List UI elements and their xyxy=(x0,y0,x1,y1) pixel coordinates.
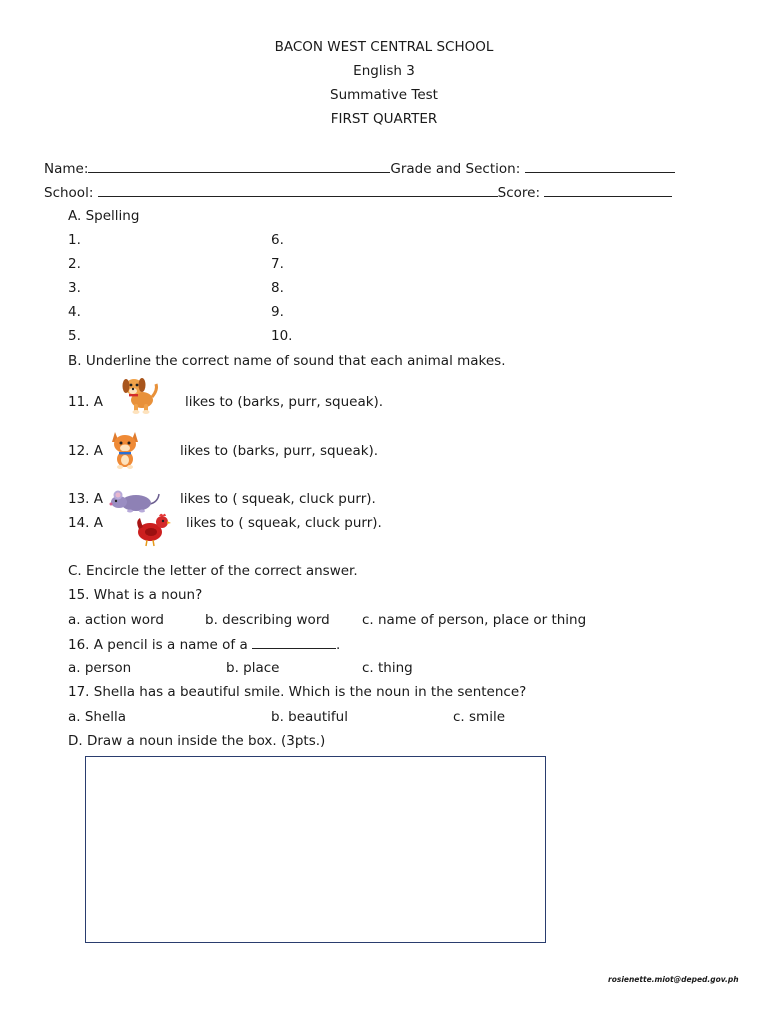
item-12-number: 12. A xyxy=(68,443,103,459)
hen-icon xyxy=(133,511,171,547)
spelling-item: 9. xyxy=(271,304,284,320)
q17-option-a: a. Shella xyxy=(68,709,127,725)
school-name: BACON WEST CENTRAL SCHOOL xyxy=(274,39,494,55)
spelling-item: 7. xyxy=(271,256,284,272)
q15-option-c: c. name of person, place or thing xyxy=(362,612,587,628)
score-blank xyxy=(544,184,672,197)
part-c-title: C. Encircle the letter of the correct answer. xyxy=(68,563,358,579)
spelling-item: 3. xyxy=(68,280,81,296)
school-blank xyxy=(98,184,498,197)
q17-option-c: c. smile xyxy=(453,709,505,725)
question-16 xyxy=(68,636,340,653)
item-11-number: 11. A xyxy=(68,394,103,410)
q16-option-b: b. place xyxy=(226,660,280,676)
name-line xyxy=(44,160,675,177)
grade-label: Grade and Section: xyxy=(390,161,521,177)
question-15: 15. What is a noun? xyxy=(68,587,203,603)
question-16-blank xyxy=(252,636,336,649)
test-title: Summative Test xyxy=(330,87,438,103)
school-label: School: xyxy=(44,185,94,201)
part-a-title: A. Spelling xyxy=(68,208,140,224)
q16-option-a: a. person xyxy=(68,660,132,676)
item-11-text: likes to (barks, purr, squeak). xyxy=(185,394,384,410)
spelling-item: 4. xyxy=(68,304,81,320)
spelling-item: 10. xyxy=(271,328,293,344)
dog-icon xyxy=(116,372,160,416)
name-blank xyxy=(88,160,390,173)
question-16-end: . xyxy=(336,637,341,653)
drawing-box[interactable] xyxy=(85,756,546,943)
name-label: Name: xyxy=(44,161,89,177)
question-16-text: 16. A pencil is a name of a xyxy=(68,637,248,653)
spelling-item: 2. xyxy=(68,256,81,272)
item-12-text: likes to (barks, purr, squeak). xyxy=(180,443,379,459)
spelling-item: 6. xyxy=(271,232,284,248)
subject-title: English 3 xyxy=(353,63,415,79)
q15-option-b: b. describing word xyxy=(205,612,330,628)
quarter-title: FIRST QUARTER xyxy=(330,111,438,127)
q16-option-c: c. thing xyxy=(362,660,413,676)
item-13-number: 13. A xyxy=(68,491,103,507)
school-line xyxy=(44,184,672,201)
question-17: 17. Shella has a beautiful smile. Which is the noun in the sentence? xyxy=(68,684,527,700)
q15-option-a: a. action word xyxy=(68,612,164,628)
item-14-text: likes to ( squeak, cluck purr). xyxy=(186,515,382,531)
part-b-title: B. Underline the correct name of sound that each animal makes. xyxy=(68,353,506,369)
item-14-number: 14. A xyxy=(68,515,103,531)
score-label: Score: xyxy=(497,185,541,201)
spelling-item: 5. xyxy=(68,328,81,344)
spelling-item: 8. xyxy=(271,280,284,296)
item-13-text: likes to ( squeak, cluck purr). xyxy=(180,491,376,507)
grade-blank xyxy=(525,160,675,173)
spelling-item: 1. xyxy=(68,232,81,248)
part-d-title: D. Draw a noun inside the box. (3pts.) xyxy=(68,733,326,749)
footer-email: rosienette.miot@deped.gov.ph xyxy=(608,975,739,984)
cat-icon xyxy=(108,426,144,470)
q17-option-b: b. beautiful xyxy=(271,709,348,725)
